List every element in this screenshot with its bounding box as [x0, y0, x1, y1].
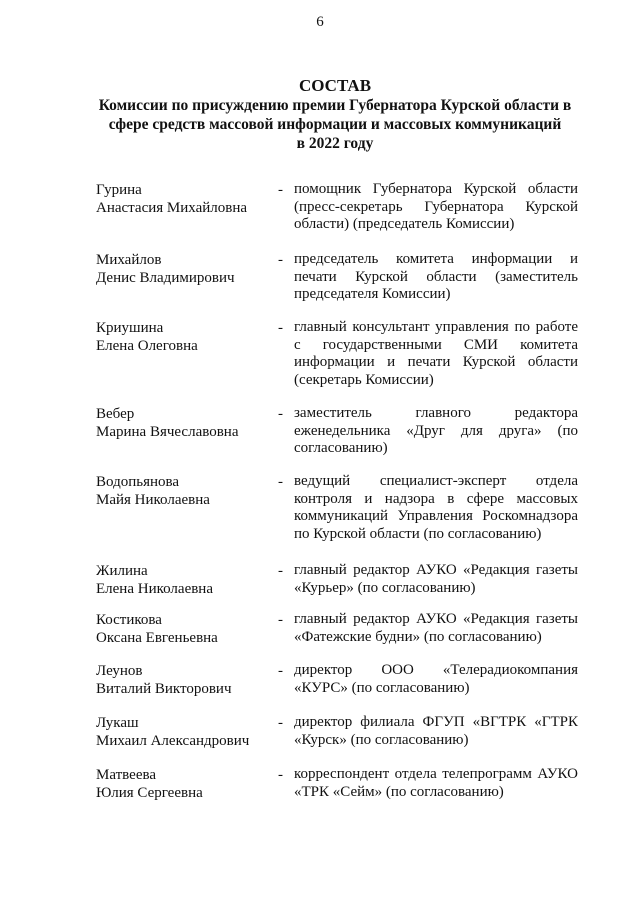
member-role: корреспондент отдела телепрограмм АУКО «ТРК «Сейм» (по согласованию) — [294, 766, 578, 800]
member-name — [96, 611, 276, 647]
document-subtitle-line-3: в 2022 году — [296, 135, 374, 152]
member-given-names: Елена Олеговна — [96, 338, 198, 354]
member-dash: - — [278, 767, 283, 783]
member-given-names: Майя Николаевна — [96, 492, 210, 508]
member-surname: Вебер — [96, 406, 135, 422]
member-given-names: Анастасия Михайловна — [96, 200, 248, 216]
member-name — [96, 319, 276, 355]
member-given-names: Марина Вячеславовна — [96, 424, 239, 440]
document-heading — [80, 76, 590, 153]
member-dash: - — [278, 612, 283, 628]
member-dash: - — [278, 406, 283, 422]
member-dash: - — [278, 474, 283, 490]
member-given-names: Елена Николаевна — [96, 581, 213, 597]
member-surname: Матвеева — [96, 767, 157, 783]
document-title: СОСТАВ — [298, 76, 372, 95]
member-role: главный редактор АУКО «Редакция газеты «Фатежские будни» (по согласованию) — [294, 611, 578, 645]
member-dash: - — [278, 563, 283, 579]
member-role: председатель комитета информации и печати Курской области (заместитель председателя Комиссии) — [294, 251, 578, 302]
member-name — [96, 766, 276, 802]
member-surname: Гурина — [96, 182, 142, 198]
member-name — [96, 662, 276, 698]
page-number: 6 — [316, 14, 324, 30]
member-surname: Костикова — [96, 612, 162, 628]
member-name — [96, 714, 276, 750]
member-dash: - — [278, 715, 283, 731]
member-role: заместитель главного редактора еженедельника «Друг для друга» (по согласованию) — [294, 405, 578, 456]
member-surname: Лукаш — [96, 715, 139, 731]
member-surname: Жилина — [96, 563, 148, 579]
member-role: помощник Губернатора Курской области (пресс-секретарь Губернатора Курской области) (председатель Комиссии) — [294, 181, 578, 232]
member-given-names: Виталий Викторович — [96, 681, 232, 697]
document-subtitle-line-2: сфере средств массовой информации и массовых коммуникаций — [108, 116, 562, 133]
member-surname: Михайлов — [96, 252, 162, 268]
member-role: директор ООО «Телерадиокомпания «КУРС» (по согласованию) — [294, 662, 578, 696]
member-dash: - — [278, 252, 283, 268]
member-role: директор филиала ФГУП «ВГТРК «ГТРК «Курск» (по согласованию) — [294, 714, 578, 748]
member-name — [96, 473, 276, 509]
member-role: ведущий специалист-эксперт отдела контроля и надзора в сфере массовых коммуникаций Управления Роскомнадзора по Курской области (по согласованию) — [294, 473, 578, 542]
member-surname: Водопьянова — [96, 474, 180, 490]
member-role: главный редактор АУКО «Редакция газеты «Курьер» (по согласованию) — [294, 562, 578, 596]
member-name — [96, 562, 276, 598]
member-given-names: Денис Владимирович — [96, 270, 235, 286]
member-dash: - — [278, 663, 283, 679]
member-role: главный консультант управления по работе с государственными СМИ комитета информации и печати Курской области (секретарь Комиссии) — [294, 319, 578, 388]
member-given-names: Оксана Евгеньевна — [96, 630, 218, 646]
member-given-names: Юлия Сергеевна — [96, 785, 203, 801]
member-name — [96, 251, 276, 287]
member-given-names: Михаил Александрович — [96, 733, 250, 749]
member-surname: Криушина — [96, 320, 164, 336]
member-dash: - — [278, 182, 283, 198]
member-surname: Леунов — [96, 663, 143, 679]
document-subtitle-line-1: Комиссии по присуждению премии Губернатора Курской области в — [98, 97, 572, 114]
member-name — [96, 181, 276, 217]
member-dash: - — [278, 320, 283, 336]
member-name — [96, 405, 276, 441]
